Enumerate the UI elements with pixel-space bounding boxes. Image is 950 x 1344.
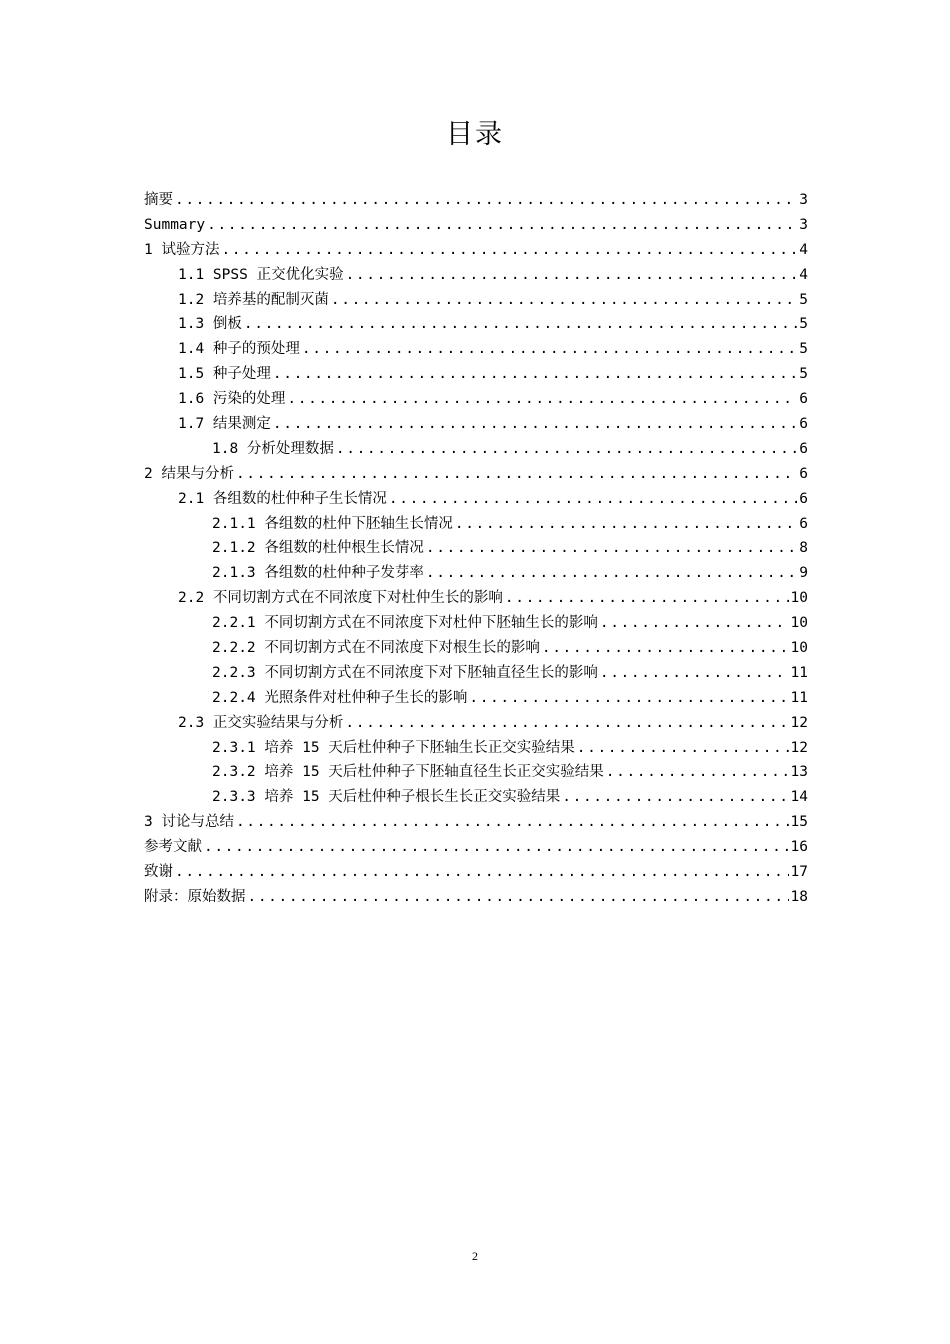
toc-entry[interactable] xyxy=(144,288,808,313)
toc-entry-label: 1.2 培养基的配制灭菌 xyxy=(178,291,329,308)
toc-entry[interactable] xyxy=(144,412,808,437)
toc-dot-leader xyxy=(346,263,798,288)
toc-dot-leader xyxy=(248,885,789,910)
toc-entry[interactable] xyxy=(144,636,808,661)
toc-dot-leader xyxy=(577,736,789,761)
toc-dot-leader xyxy=(426,561,797,586)
toc-entry-page: 14 xyxy=(790,789,808,806)
toc-entry-page: 5 xyxy=(799,366,808,383)
toc-dot-leader xyxy=(606,760,789,785)
toc-dot-leader xyxy=(542,636,789,661)
toc-entry-label: 附录：原始数据 xyxy=(144,888,246,905)
toc-entry-label: 2.3.1 培养 15 天后杜仲种子下胚轴生长正交实验结果 xyxy=(212,739,575,756)
toc-entry[interactable] xyxy=(144,487,808,512)
toc-entry[interactable] xyxy=(144,387,808,412)
toc-entry-page: 5 xyxy=(799,341,808,358)
toc-dot-leader xyxy=(389,487,797,512)
toc-entry[interactable] xyxy=(144,263,808,288)
toc-entry[interactable] xyxy=(144,213,808,238)
toc-dot-leader xyxy=(221,238,797,263)
page-number: 2 xyxy=(472,1249,478,1263)
toc-entry[interactable] xyxy=(144,362,808,387)
toc-entry-page: 3 xyxy=(799,216,808,233)
toc-entry-page: 5 xyxy=(799,291,808,308)
toc-entry-page: 5 xyxy=(799,316,808,333)
toc-dot-leader xyxy=(345,711,788,736)
toc-dot-leader xyxy=(600,661,789,686)
toc-entry-label: 2.2 不同切割方式在不同浓度下对杜仲生长的影响 xyxy=(178,590,503,607)
toc-entry-label: 2.1.1 各组数的杜仲下胚轴生长情况 xyxy=(212,515,453,532)
toc-entry-label: 3 讨论与总结 xyxy=(144,814,234,831)
page-title: 目录 xyxy=(446,119,504,150)
toc-dot-leader xyxy=(469,686,788,711)
toc-entry-label: 2.2.4 光照条件对杜仲种子生长的影响 xyxy=(212,689,468,706)
toc-entry-page: 18 xyxy=(790,888,808,905)
toc-entry-label: 1.1 SPSS 正交优化实验 xyxy=(178,266,344,283)
toc-entry-page: 13 xyxy=(790,764,808,781)
toc-entry-page: 6 xyxy=(799,515,808,532)
toc-dot-leader xyxy=(236,810,789,835)
toc-entry[interactable] xyxy=(144,686,808,711)
toc-entry[interactable] xyxy=(144,661,808,686)
toc-entry-page: 6 xyxy=(799,440,808,457)
toc-entry-label: 2.3.2 培养 15 天后杜仲种子下胚轴直径生长正交实验结果 xyxy=(212,764,604,781)
toc-entry[interactable] xyxy=(144,437,808,462)
toc-entry-label: 致谢 xyxy=(144,864,173,881)
toc-entry[interactable] xyxy=(144,536,808,561)
toc-entry-label: 2.1.3 各组数的杜仲种子发芽率 xyxy=(212,565,424,582)
toc-entry[interactable] xyxy=(144,462,808,487)
toc-entry-page: 11 xyxy=(790,664,808,681)
toc-entry-page: 16 xyxy=(790,839,808,856)
toc-dot-leader xyxy=(244,312,797,337)
toc-dot-leader xyxy=(331,288,797,313)
toc-entry-page: 6 xyxy=(799,465,808,482)
toc-entry[interactable] xyxy=(144,238,808,263)
toc-entry-label: 2.1.2 各组数的杜仲根生长情况 xyxy=(212,540,424,557)
toc-dot-leader xyxy=(273,362,797,387)
toc-entry-label: 1.5 种子处理 xyxy=(178,366,271,383)
toc-entry[interactable] xyxy=(144,810,808,835)
toc-entry[interactable] xyxy=(144,611,808,636)
toc-entry-page: 12 xyxy=(790,739,808,756)
toc-dot-leader xyxy=(273,412,797,437)
toc-entry[interactable] xyxy=(144,711,808,736)
toc-entry-page: 4 xyxy=(799,266,808,283)
toc-entry-label: 1.6 污染的处理 xyxy=(178,391,286,408)
toc-dot-leader xyxy=(455,512,797,537)
toc-entry-label: Summary xyxy=(144,216,206,233)
toc-dot-leader xyxy=(287,387,797,412)
toc-entry-label: 2.1 各组数的杜仲种子生长情况 xyxy=(178,490,387,507)
toc-entry[interactable] xyxy=(144,561,808,586)
toc-dot-leader xyxy=(562,785,788,810)
toc-entry-page: 8 xyxy=(799,540,808,557)
toc-dot-leader xyxy=(236,462,797,487)
toc-entry-label: 1.4 种子的预处理 xyxy=(178,341,300,358)
toc-entry-page: 11 xyxy=(790,689,808,706)
toc-entry[interactable] xyxy=(144,586,808,611)
toc-entry-label: 1.7 结果测定 xyxy=(178,416,271,433)
toc-entry[interactable] xyxy=(144,860,808,885)
toc-entry[interactable] xyxy=(144,835,808,860)
toc-entry-page: 12 xyxy=(790,714,808,731)
toc-entry[interactable] xyxy=(144,337,808,362)
toc-entry[interactable] xyxy=(144,885,808,910)
toc-entry[interactable] xyxy=(144,736,808,761)
toc-entry-page: 17 xyxy=(790,864,808,881)
toc-dot-leader xyxy=(336,437,797,462)
toc-entry-label: 摘要 xyxy=(144,192,173,208)
toc-entry[interactable] xyxy=(144,188,808,213)
toc-entry-label: 2.3 正交实验结果与分析 xyxy=(178,714,344,731)
toc-entry[interactable] xyxy=(144,312,808,337)
toc-entry-page: 15 xyxy=(790,814,808,831)
toc-entry-label: 2.3.3 培养 15 天后杜仲种子根长生长正交实验结果 xyxy=(212,789,561,806)
toc-entry[interactable] xyxy=(144,512,808,537)
toc-entry-page: 10 xyxy=(790,640,808,657)
toc-entry-page: 6 xyxy=(799,416,808,433)
toc-entry-page: 10 xyxy=(790,590,808,607)
toc-entry-label: 2 结果与分析 xyxy=(144,465,234,482)
toc-entry-label: 2.2.3 不同切割方式在不同浓度下对下胚轴直径生长的影响 xyxy=(212,664,598,681)
toc-entry-label: 1.3 倒板 xyxy=(178,316,242,333)
toc-dot-leader xyxy=(505,586,789,611)
toc-dot-leader xyxy=(426,536,797,561)
toc-entry-label: 2.2.1 不同切割方式在不同浓度下对杜仲下胚轴生长的影响 xyxy=(212,615,598,632)
toc-entry-label: 1 试验方法 xyxy=(144,241,220,258)
toc-dot-leader xyxy=(207,213,797,238)
toc-entry-page: 6 xyxy=(799,391,808,408)
toc-dot-leader xyxy=(302,337,797,362)
toc-dot-leader xyxy=(175,860,789,885)
toc-entry-page: 4 xyxy=(799,241,808,258)
toc-entry-page: 3 xyxy=(799,192,808,208)
toc-entry[interactable] xyxy=(144,785,808,810)
toc-dot-leader xyxy=(600,611,789,636)
toc-dot-leader xyxy=(175,188,797,213)
toc-entry-label: 参考文献 xyxy=(144,839,202,856)
toc-entry-page: 9 xyxy=(799,565,808,582)
toc-entry-page: 10 xyxy=(790,615,808,632)
toc-entry-page: 6 xyxy=(799,490,808,507)
toc-dot-leader xyxy=(204,835,789,860)
toc-entry-label: 1.8 分析处理数据 xyxy=(212,440,334,457)
toc-entry-label: 2.2.2 不同切割方式在不同浓度下对根生长的影响 xyxy=(212,640,540,657)
table-of-contents xyxy=(144,188,808,910)
toc-entry[interactable] xyxy=(144,760,808,785)
